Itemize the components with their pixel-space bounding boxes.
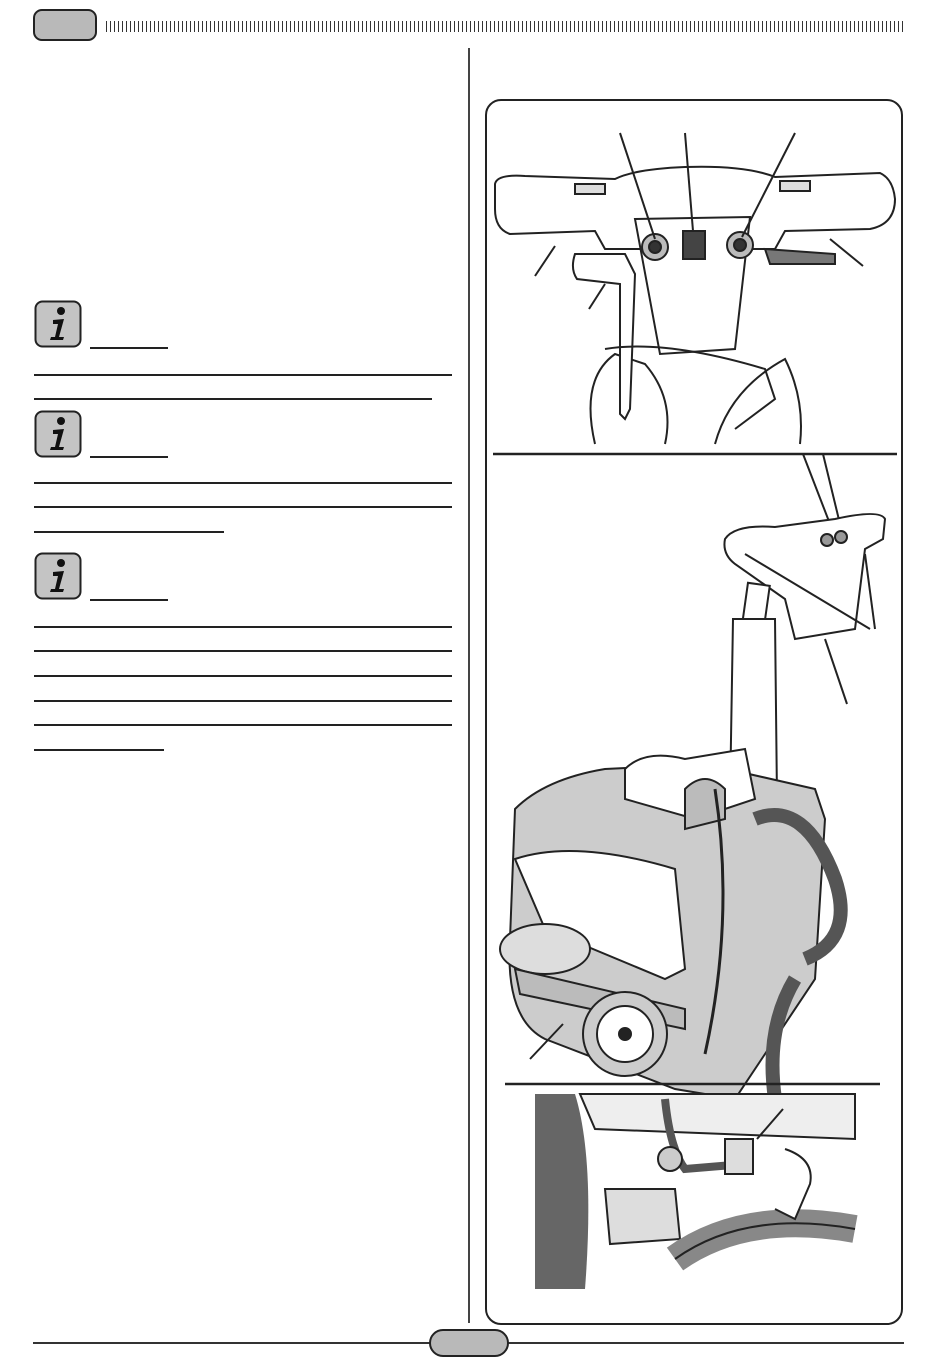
text-line — [34, 675, 452, 677]
info-icon — [34, 410, 82, 458]
chapter-tab — [33, 9, 97, 41]
text-line — [34, 482, 452, 484]
text-line — [34, 650, 452, 652]
info-icon — [34, 552, 82, 600]
note-heading-rule — [90, 456, 168, 458]
text-line — [34, 374, 452, 376]
machine-overview — [500, 514, 885, 1099]
text-line — [34, 749, 164, 751]
header-hatch-bar — [106, 21, 904, 32]
text-line — [34, 398, 432, 400]
text-line — [34, 506, 452, 508]
info-icon — [34, 300, 82, 348]
text-line — [34, 531, 224, 533]
note-heading-rule — [90, 347, 168, 349]
note-heading-rule — [90, 599, 168, 601]
text-line — [34, 626, 452, 628]
column-divider — [468, 48, 470, 1323]
handlebar-closeup — [495, 133, 895, 444]
page-number-tab — [429, 1329, 509, 1357]
illustration-frame — [485, 99, 903, 1325]
text-line — [34, 724, 452, 726]
text-line — [34, 700, 452, 702]
underside-detail — [535, 1094, 855, 1289]
